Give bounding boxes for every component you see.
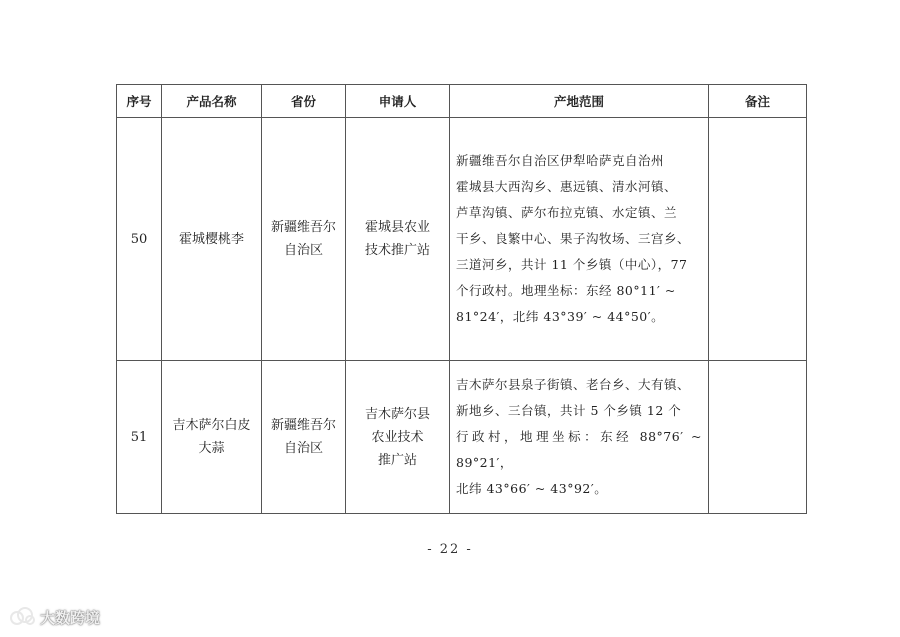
table-header-row <box>117 85 807 118</box>
range-line: 三道河乡，共计 11 个乡镇（中心），77 <box>456 257 688 272</box>
table-row <box>117 118 807 361</box>
range-line: 北纬 43°66′ ~ 43°92′。 <box>456 481 608 496</box>
table-row <box>117 361 807 514</box>
province-cell <box>262 118 346 361</box>
range-line: 干乡、良繁中心、果子沟牧场、三宫乡、 <box>456 231 691 246</box>
product-line: 吉木萨尔白皮 <box>172 418 251 433</box>
serial-cell: 50 <box>117 118 162 361</box>
applicant-line: 吉木萨尔县 <box>364 406 430 422</box>
header-origin-range: 产地范围 <box>450 85 709 118</box>
header-remarks: 备注 <box>709 85 807 118</box>
product-table <box>116 84 807 514</box>
remarks-cell <box>709 361 807 514</box>
applicant-line: 推广站 <box>377 452 417 468</box>
province-line: 自治区 <box>283 243 323 258</box>
applicant-line: 农业技术 <box>371 429 424 445</box>
header-applicant: 申请人 <box>346 85 450 118</box>
product-cell <box>162 361 262 514</box>
header-serial: 序号 <box>117 85 162 118</box>
range-line: 吉木萨尔县泉子街镇、老台乡、大有镇、 <box>456 377 691 392</box>
applicant-line: 技术推广站 <box>364 243 430 258</box>
range-line: 新地乡、三台镇，共计 5 个乡镇 12 个 <box>456 403 682 418</box>
range-line: 新疆维吾尔自治区伊犁哈萨克自治州 <box>456 153 665 168</box>
page-number: - 22 - <box>427 542 473 557</box>
applicant-line: 霍城县农业 <box>364 220 430 235</box>
province-line: 新疆维吾尔 <box>270 418 336 433</box>
remarks-cell <box>709 118 807 361</box>
header-product-name: 产品名称 <box>162 85 262 118</box>
range-line: 芦草沟镇、萨尔布拉克镇、水定镇、兰 <box>456 205 678 220</box>
range-line: 行政村，地理坐标：东经 88°76′ ~ 89°21′， <box>456 429 702 470</box>
applicant-cell <box>346 361 450 514</box>
product-line: 大蒜 <box>198 441 225 456</box>
range-line: 个行政村。地理坐标：东经 80°11′ ~ <box>456 283 676 298</box>
product-line: 霍城樱桃李 <box>178 231 244 247</box>
province-line: 自治区 <box>283 441 323 456</box>
header-province: 省份 <box>262 85 346 118</box>
range-line: 81°24′，北纬 43°39′ ~ 44°50′。 <box>456 309 665 324</box>
applicant-cell <box>346 118 450 361</box>
product-cell <box>162 118 262 361</box>
province-line: 新疆维吾尔 <box>270 220 336 235</box>
watermark-text: 大数跨境 <box>40 608 101 627</box>
province-cell <box>262 361 346 514</box>
serial-cell: 51 <box>117 361 162 514</box>
origin-range-cell <box>450 361 709 514</box>
watermark <box>8 606 100 628</box>
range-line: 霍城县大西沟乡、惠远镇、清水河镇、 <box>456 179 678 194</box>
cloud-logo-icon <box>8 606 36 628</box>
origin-range-cell <box>450 118 709 361</box>
